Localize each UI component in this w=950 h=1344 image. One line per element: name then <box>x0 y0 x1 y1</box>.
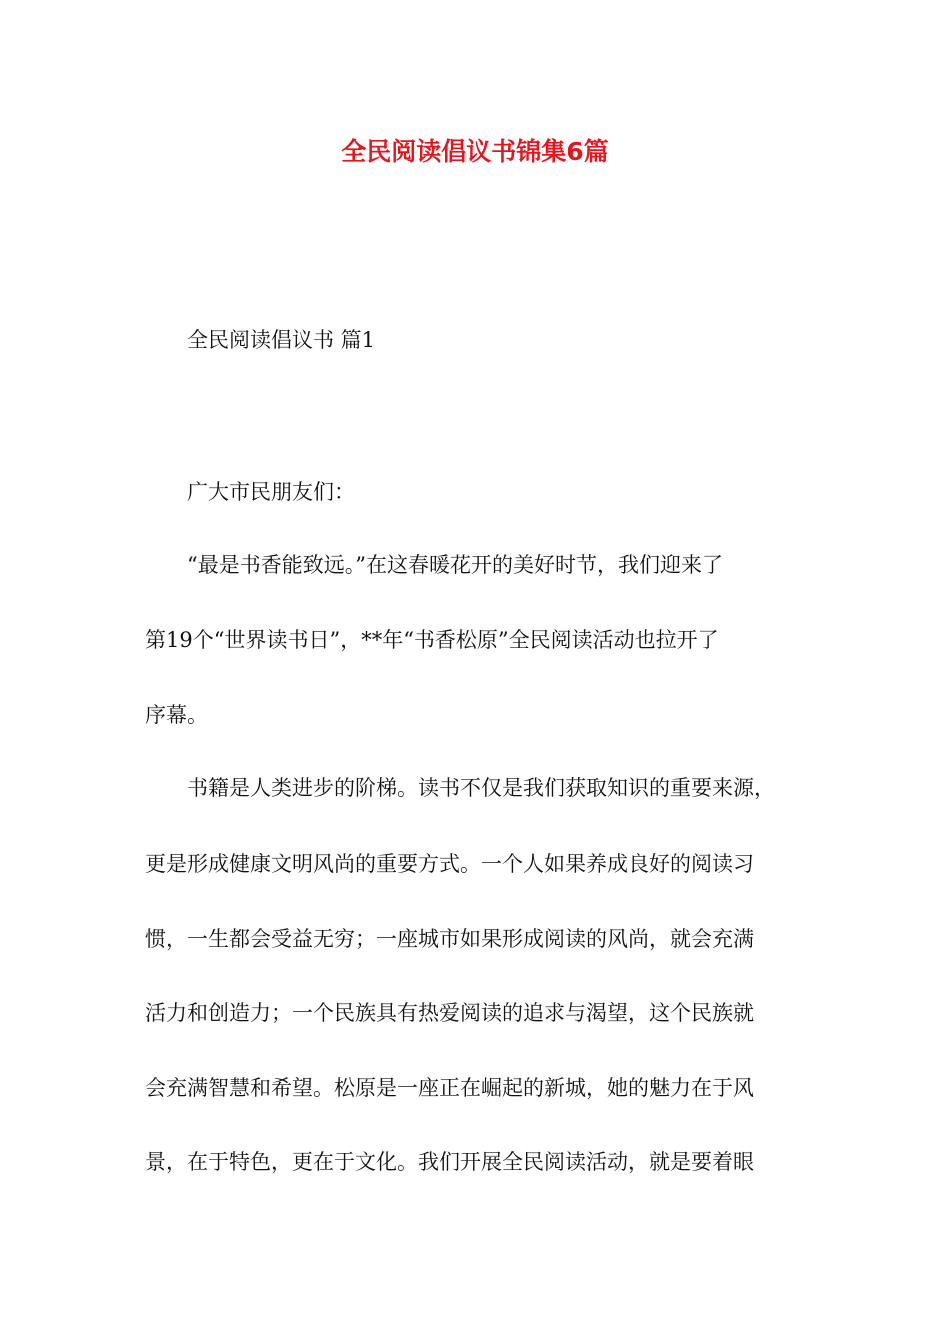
paragraph-line: 惯，一生都会受益无穷；一座城市如果形成阅读的风尚，就会充满 <box>145 927 754 951</box>
paragraph-line: 第19个“世界读书日”，**年“书香松原”全民阅读活动也拉开了 <box>145 628 719 652</box>
paragraph-line: “最是书香能致远。”在这春暖花开的美好时节，我们迎来了 <box>187 553 723 577</box>
document-title: 全民阅读倡议书锦集6篇 <box>341 137 609 166</box>
paragraph-line: 更是形成健康文明风尚的重要方式。一个人如果养成良好的阅读习 <box>145 852 754 876</box>
paragraph-line: 会充满智慧和希望。松原是一座正在崛起的新城，她的魅力在于风 <box>145 1076 754 1100</box>
section-heading: 全民阅读倡议书 篇1 <box>187 328 376 352</box>
paragraph-line: 书籍是人类进步的阶梯。读书不仅是我们获取知识的重要来源， <box>187 776 775 800</box>
paragraph-line: 序幕。 <box>145 703 208 727</box>
paragraph-line: 景，在于特色，更在于文化。我们开展全民阅读活动，就是要着眼 <box>145 1150 754 1174</box>
paragraph-line: 活力和创造力；一个民族具有热爱阅读的追求与渴望，这个民族就 <box>145 1001 754 1025</box>
salutation: 广大市民朋友们： <box>187 480 355 504</box>
